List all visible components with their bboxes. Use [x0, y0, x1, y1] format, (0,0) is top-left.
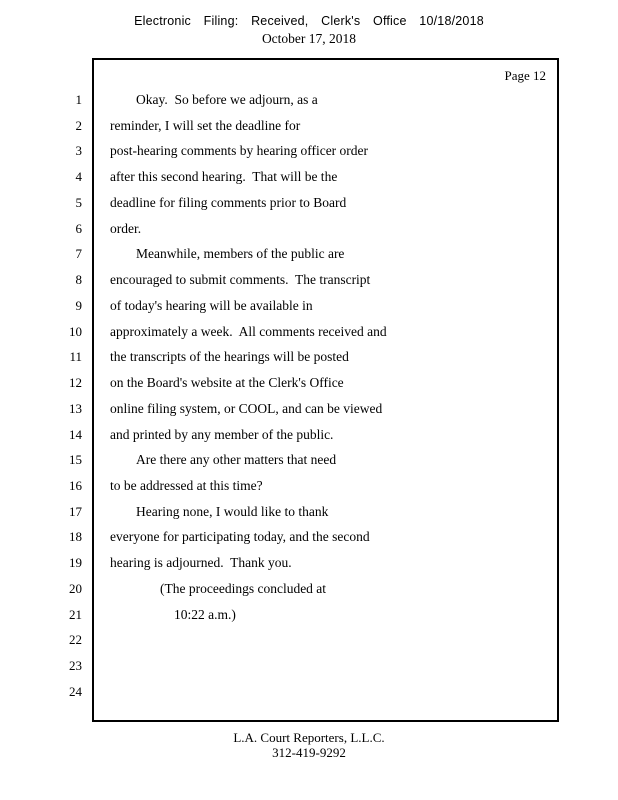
transcript-line	[0, 164, 618, 190]
line-text: encouraged to submit comments. The transcript	[110, 272, 371, 288]
transcript-line	[0, 422, 618, 448]
line-text: the transcripts of the hearings will be posted	[110, 349, 349, 365]
line-number: 3	[75, 143, 82, 159]
line-number: 17	[69, 503, 82, 519]
line-number: 21	[69, 606, 82, 622]
line-number: 10	[69, 323, 82, 339]
line-text: deadline for filing comments prior to Board	[110, 194, 347, 210]
line-number: 7	[75, 246, 82, 262]
line-number: 16	[69, 478, 82, 494]
line-text: of today's hearing will be available in	[110, 297, 313, 313]
transcript-line	[0, 550, 618, 576]
page-number-label: Page 12	[504, 68, 546, 83]
line-text: Are there any other matters that need	[136, 452, 337, 468]
line-number: 18	[69, 529, 82, 545]
line-number: 22	[69, 632, 82, 648]
transcript-line	[0, 267, 618, 293]
line-text: approximately a week. All comments received and	[110, 323, 387, 339]
transcript-line	[0, 344, 618, 370]
hearing-date: October 17, 2018	[261, 31, 357, 46]
transcript-line	[0, 627, 618, 653]
transcript-line	[0, 370, 618, 396]
reporter-footer	[0, 730, 618, 760]
transcript-line	[0, 87, 618, 113]
transcript-line	[0, 319, 618, 345]
line-number: 11	[69, 349, 82, 365]
transcript-line	[0, 293, 618, 319]
transcript-line	[0, 396, 618, 422]
line-text: to be addressed at this time?	[110, 478, 263, 494]
transcript-line	[0, 216, 618, 242]
line-text: 10:22 a.m.)	[174, 606, 236, 622]
line-text: (The proceedings concluded at	[160, 580, 327, 596]
line-text: Hearing none, I would like to thank	[136, 503, 329, 519]
line-text: Okay. So before we adjourn, as a	[136, 92, 318, 107]
line-text: hearing is adjourned. Thank you.	[110, 555, 292, 571]
line-number: 14	[69, 426, 82, 442]
line-text: post-hearing comments by hearing officer order	[110, 143, 369, 159]
transcript-line	[0, 113, 618, 139]
line-text: after this second hearing. That will be the	[110, 169, 338, 185]
line-text: online filing system, or COOL, and can be viewed	[110, 400, 383, 416]
line-number: 4	[75, 169, 82, 185]
line-number: 19	[69, 555, 82, 571]
transcript-line	[0, 679, 618, 705]
line-text: everyone for participating today, and the second	[110, 529, 370, 545]
line-number: 24	[69, 683, 82, 699]
transcript-line	[0, 524, 618, 550]
transcript-line	[0, 499, 618, 525]
line-number: 23	[69, 658, 82, 674]
line-text: on the Board's website at the Clerk's Office	[110, 375, 344, 391]
line-number: 2	[75, 117, 82, 133]
transcript-lines	[0, 87, 618, 705]
transcript-line	[0, 473, 618, 499]
transcript-line	[0, 138, 618, 164]
transcript-line	[0, 576, 618, 602]
reporter-company: L.A. Court Reporters, L.L.C.	[233, 730, 385, 745]
transcript-line	[0, 190, 618, 216]
line-number: 13	[69, 400, 82, 416]
line-number: 5	[75, 194, 82, 210]
line-number: 9	[75, 297, 82, 313]
line-text: reminder, I will set the deadline for	[110, 117, 301, 133]
transcript-line	[0, 241, 618, 267]
line-text: order.	[110, 220, 142, 236]
line-number: 12	[69, 375, 82, 391]
line-text: and printed by any member of the public.	[110, 426, 334, 442]
transcript-line	[0, 447, 618, 473]
transcript-line	[0, 653, 618, 679]
efiling-stamp: Electronic Filing: Received, Clerk's Office 10/18/2018	[134, 14, 484, 28]
line-number: 8	[75, 272, 82, 288]
line-text: Meanwhile, members of the public are	[136, 246, 345, 262]
transcript-line	[0, 602, 618, 628]
reporter-phone: 312-419-9292	[272, 745, 346, 760]
line-number: 6	[75, 220, 82, 236]
line-number: 15	[69, 452, 82, 468]
line-number: 1	[75, 92, 82, 107]
line-number: 20	[69, 580, 82, 596]
